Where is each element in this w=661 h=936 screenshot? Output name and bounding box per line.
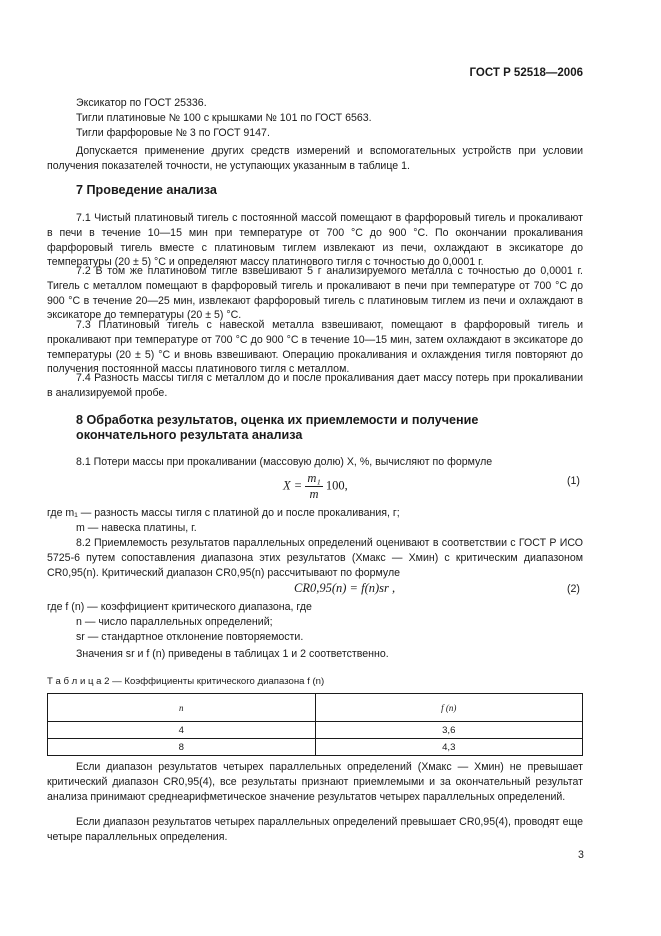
formula-2-number: (2): [567, 583, 580, 595]
paragraph-7-3: 7.3 Платиновый тигель с навеской металла взвешивают, помещают в фарфоровый тигель и прокаливают при температуре от 700 °С до 900 °С в течение 10—15 мин, затем охлаждают в эксикаторе до температуры (20 ± 5) °С и вновь взвешивают. Операцию прокаливания и охлаждения тигля повторяют до получения постоянной массы платинового тигля с металлом.: [47, 319, 583, 376]
column-header-n: n: [48, 694, 316, 722]
table-row: [48, 722, 583, 739]
table-cell-n: 8: [48, 739, 316, 756]
table-cell-n: 4: [48, 722, 316, 739]
where-1-a: где m₁ — разность массы тигля с платиной до и после прокаливания, г;: [47, 507, 400, 519]
document-code: ГОСТ Р 52518—2006: [469, 67, 583, 79]
table-2: [47, 693, 583, 756]
table-cell-fn: 3,6: [315, 722, 583, 739]
paragraph-8-2: 8.2 Приемлемость результатов параллельных определений оценивают в соответствии с ГОСТ Р ИСО 5725-6 путем сопоставления диапазона этих результатов (Xмакс — Xмин) с критическим диапазоном CR0,95(n). Критический диапазон CR0,95(n) рассчитывают по формуле: [47, 537, 583, 579]
where-2-b: n — число параллельных определений;: [76, 616, 273, 628]
paragraph-7-1: 7.1 Чистый платиновый тигель с постоянной массой помещают в фарфоровый тигель и прокаливают в печи в течение 10—15 мин при температуре от 700 °С до 900 °С. По окончании прокаливания фарфоровый тигель вместе с платиновым тиглем извлекают из печи, охлаждают в эксикаторе до температуры (20 ± 5) °С и определяют массу платинового тигля с точностью до 0,0001 г.: [47, 212, 583, 269]
values-note: Значения sr и f (n) приведены в таблицах 1 и 2 соответственно.: [76, 648, 389, 660]
formula-2: CR0,95(n) = f(n)sr ,: [294, 581, 396, 595]
equipment-line-2: Тигли платиновые № 100 с крышками № 101 по ГОСТ 6563.: [76, 112, 372, 124]
paragraph-7-2: 7.2 В том же платиновом тигле взвешивают 5 г анализируемого металла с точностью до 0,0001 г. Тигель с металлом помещают в фарфоровый тигель и прокаливают в печи при температуре от 700 °С до 900 °С в течение 20—25 мин, извлекают фарфоровый тигель с платиновым тиглем из печи и охлаждают в эксикаторе до температуры (20 ± 5) °С.: [47, 265, 583, 322]
section-8-title: 8 Обработка результатов, оценка их приемлемости и получение окончательного результата анализа: [76, 413, 479, 442]
formula-1-numerator: m₁: [307, 471, 321, 485]
equipment-line-1: Эксикатор по ГОСТ 25336.: [76, 97, 207, 109]
table-header-row: [48, 694, 583, 722]
column-header-fn: f (n): [315, 694, 583, 722]
formula-1-denominator: m: [309, 487, 319, 501]
paragraph-8-1: 8.1 Потери массы при прокаливании (массовую долю) X, %, вычисляют по формуле: [76, 456, 493, 468]
formula-1-fraction: [305, 471, 322, 502]
table-2-caption: Т а б л и ц а 2 — Коэффициенты критического диапазона f (n): [47, 676, 325, 687]
formula-1-rest: 100,: [325, 478, 348, 493]
equipment-note: Допускается применение других средств измерений и вспомогательных устройств при условии получения показателей точности, не уступающих указанным в таблице 1.: [47, 145, 583, 172]
after-table-paragraph-1: Если диапазон результатов четырех параллельных определений (Xмакс — Xмин) не превышает критический диапазон CR0,95(4), все результаты признают приемлемыми и за окончательный результат анализа принимают среднеарифметическое значение результатов четырех параллельных определений.: [47, 761, 583, 803]
table-row: [48, 739, 583, 756]
after-table-paragraph-2: Если диапазон результатов четырех параллельных определений превышает CR0,95(4), проводят еще четыре параллельных определения.: [47, 816, 583, 843]
where-2-c: sr — стандартное отклонение повторяемости.: [76, 631, 304, 643]
where-1-b: m — навеска платины, г.: [76, 522, 197, 534]
where-2-a: где f (n) — коэффициент критического диапазона, где: [47, 601, 312, 613]
page-number: 3: [578, 849, 584, 861]
equipment-line-3: Тигли фарфоровые № 3 по ГОСТ 9147.: [76, 127, 270, 139]
formula-1-lhs: X =: [283, 478, 303, 493]
formula-1: [283, 471, 348, 502]
section-7-title: 7 Проведение анализа: [76, 183, 217, 197]
paragraph-7-4: 7.4 Разность массы тигля с металлом до и после прокаливания дает массу потерь при прокаливании в анализируемой пробе.: [47, 372, 583, 399]
formula-1-number: (1): [567, 475, 580, 487]
table-cell-fn: 4,3: [315, 739, 583, 756]
